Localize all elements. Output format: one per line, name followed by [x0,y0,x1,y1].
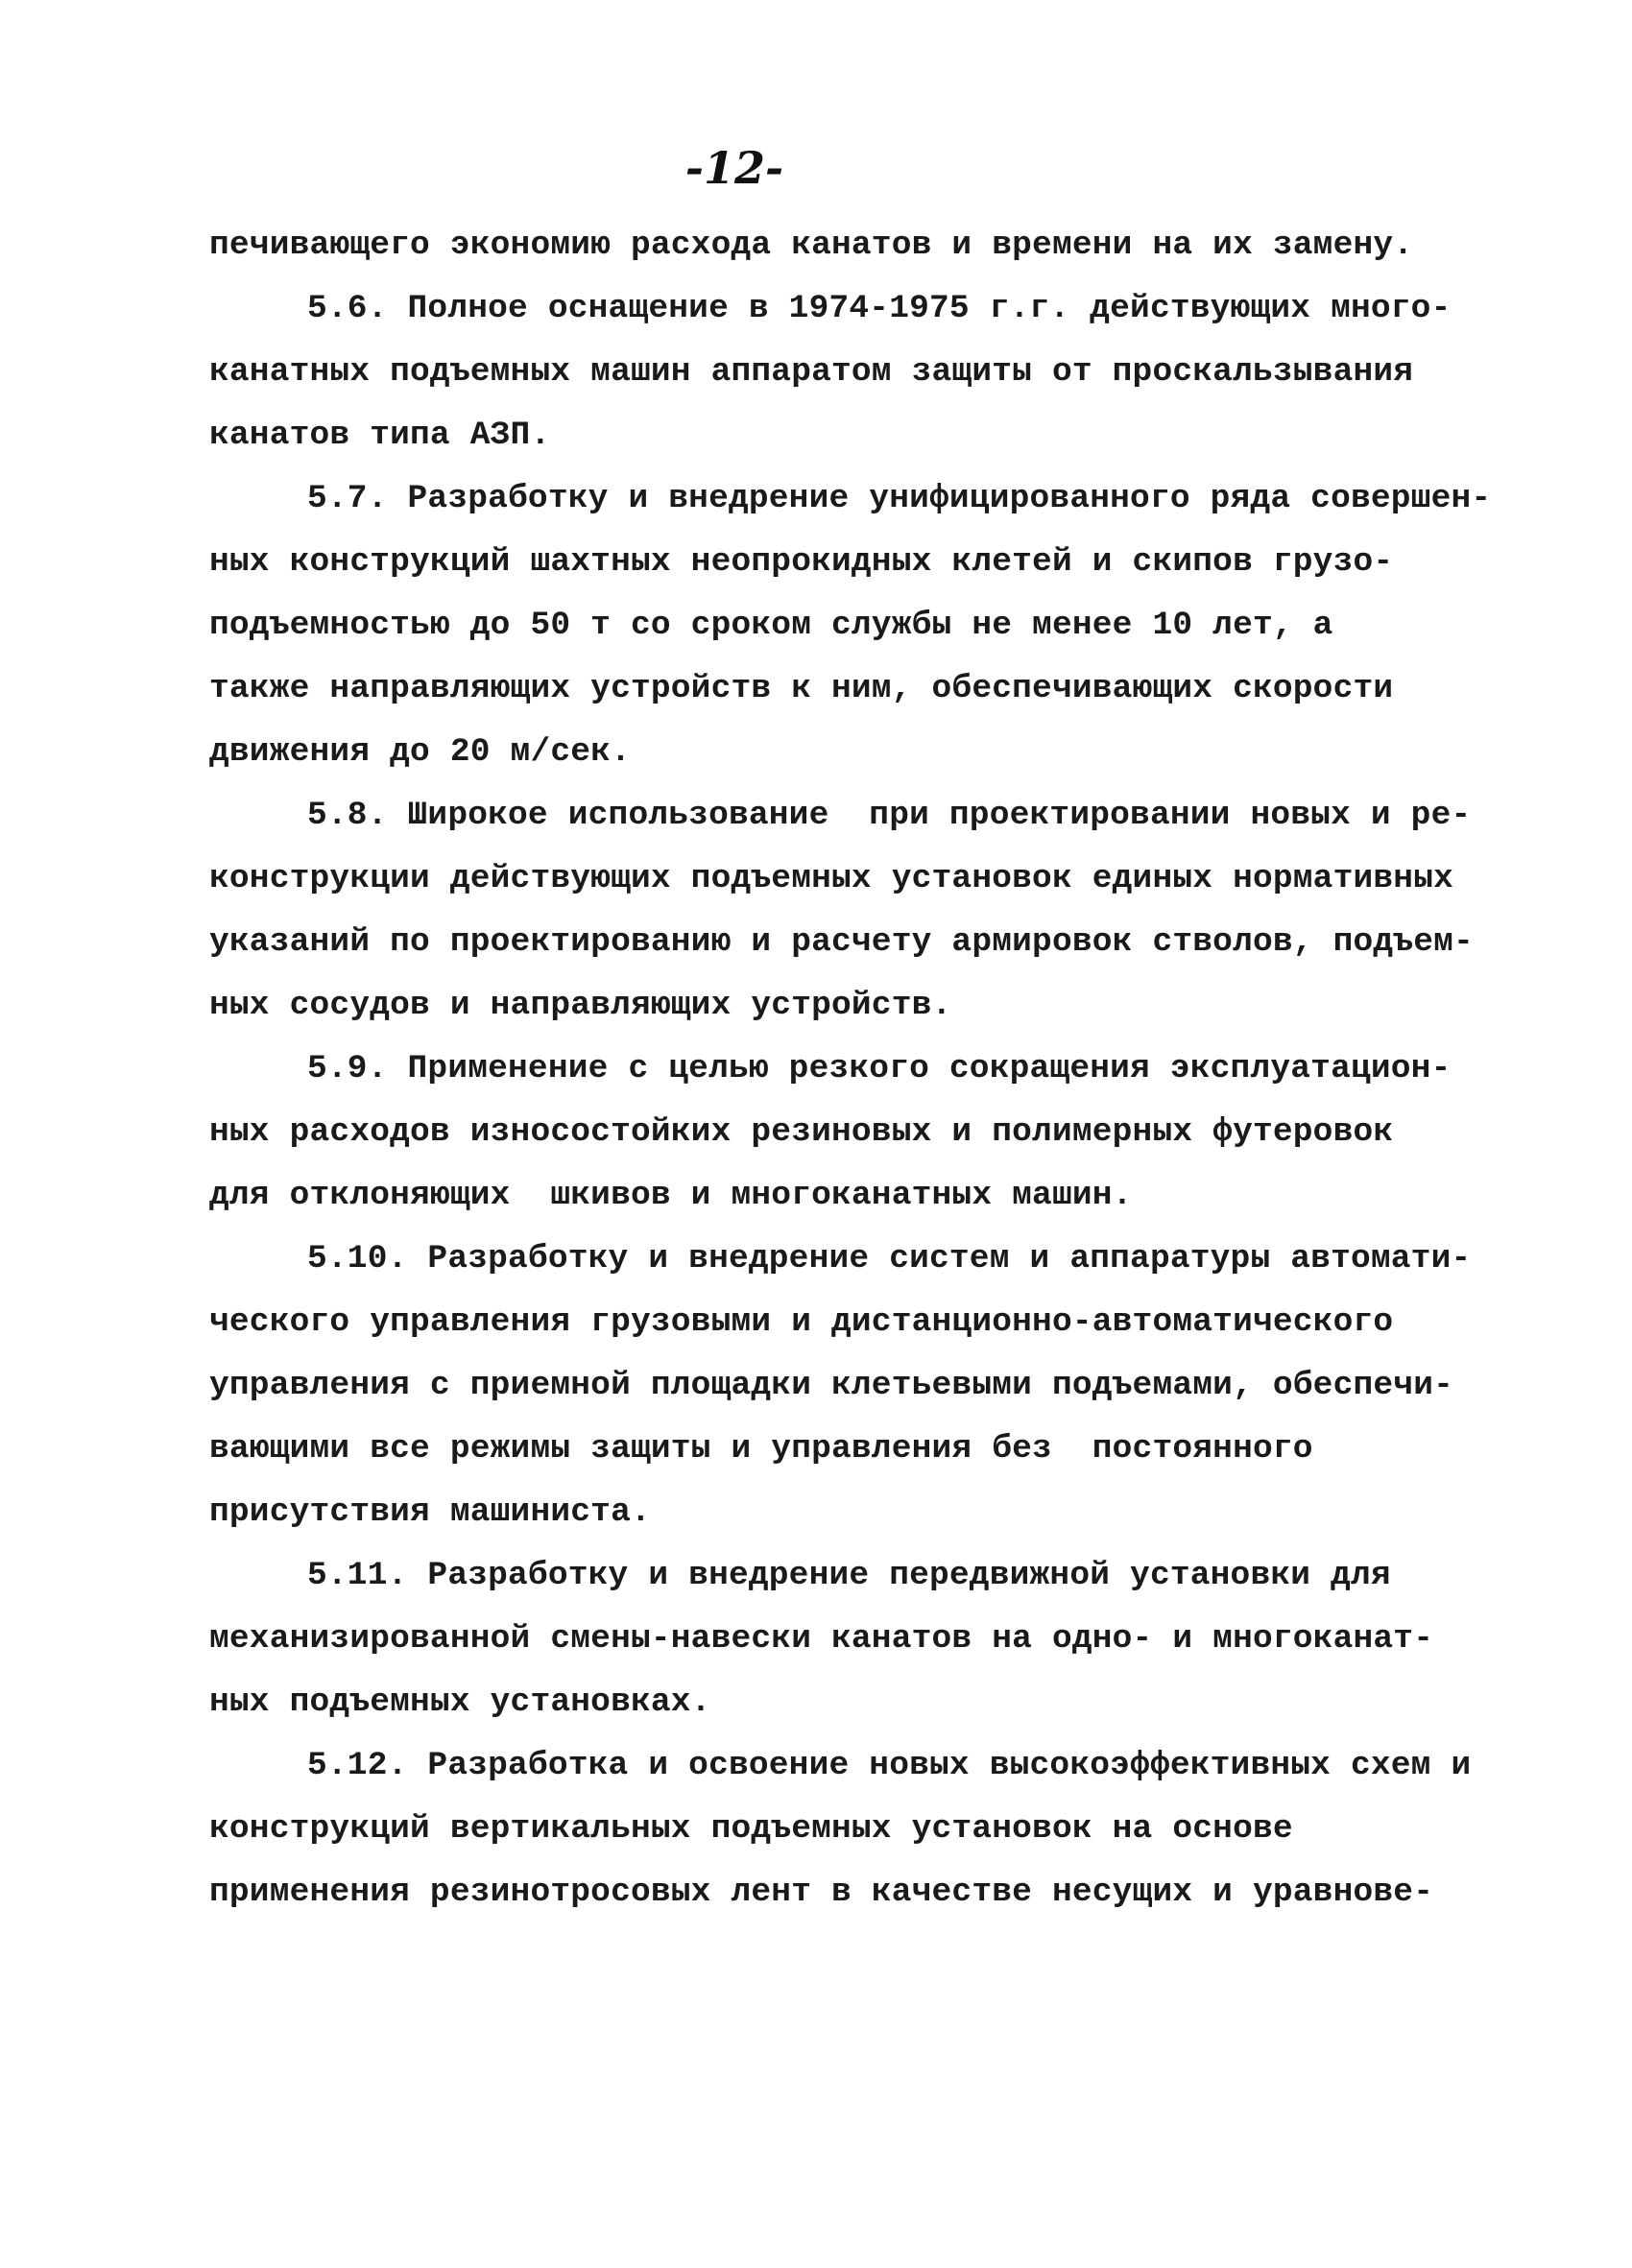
text-line: ных расходов износостойких резиновых и полимерных футеровок [209,1113,1394,1151]
text-line: для отклоняющих шкивов и многоканатных машин. [209,1177,1133,1214]
paragraph-5-12-first-line: 5.12. Разработка и освоение новых высокоэффективных схем и [307,1747,1472,1784]
text-line: механизированной смены-навески канатов на одно- и многоканат- [209,1620,1434,1658]
text-line: вающими все режимы защиты и управления без постоянного [209,1430,1313,1468]
text-line: движения до 20 м/сек. [209,733,631,771]
page-number: -12- [684,142,784,194]
paragraph-5-7-first-line: 5.7. Разработку и внедрение унифицированного ряда совершен- [307,480,1492,517]
paragraph-5-9-first-line: 5.9. Применение с целью резкого сокращения эксплуатацион- [307,1050,1452,1087]
text-line: применения резинотросовых лент в качестве несущих и уравнове- [209,1874,1434,1911]
text-line: ных конструкций шахтных неопрокидных клетей и скипов грузо- [209,543,1394,581]
text-line: подъемностью до 50 т со сроком службы не менее 10 лет, а [209,607,1333,644]
text-line: ных подъемных установках. [209,1683,711,1721]
text-line: ческого управления грузовыми и дистанционно-автоматического [209,1303,1394,1341]
text-line: канатов типа АЗП. [209,417,551,454]
text-line: также направляющих устройств к ним, обеспечивающих скорости [209,670,1394,707]
text-line: канатных подъемных машин аппаратом защиты от проскальзывания [209,353,1414,391]
paragraph-5-8-first-line: 5.8. Широкое использование при проектировании новых и ре- [307,797,1472,834]
text-line: ных сосудов и направляющих устройств. [209,987,952,1024]
paragraph-5-6-first-line: 5.6. Полное оснащение в 1974-1975 г.г. действующих много- [307,290,1452,327]
text-line: печивающего экономию расхода канатов и времени на их замену. [209,227,1414,264]
text-line: конструкции действующих подъемных установок единых нормативных [209,860,1454,897]
paragraph-5-10-first-line: 5.10. Разработку и внедрение систем и аппаратуры автомати- [307,1240,1472,1277]
text-line: присутствия машиниста. [209,1493,651,1531]
text-line: конструкций вертикальных подъемных установок на основе [209,1810,1293,1848]
text-line: указаний по проектированию и расчету армировок стволов, подъем- [209,923,1474,961]
paragraph-5-11-first-line: 5.11. Разработку и внедрение передвижной установки для [307,1557,1391,1594]
text-line: управления с приемной площадки клетьевыми подъемами, обеспечи- [209,1367,1454,1404]
